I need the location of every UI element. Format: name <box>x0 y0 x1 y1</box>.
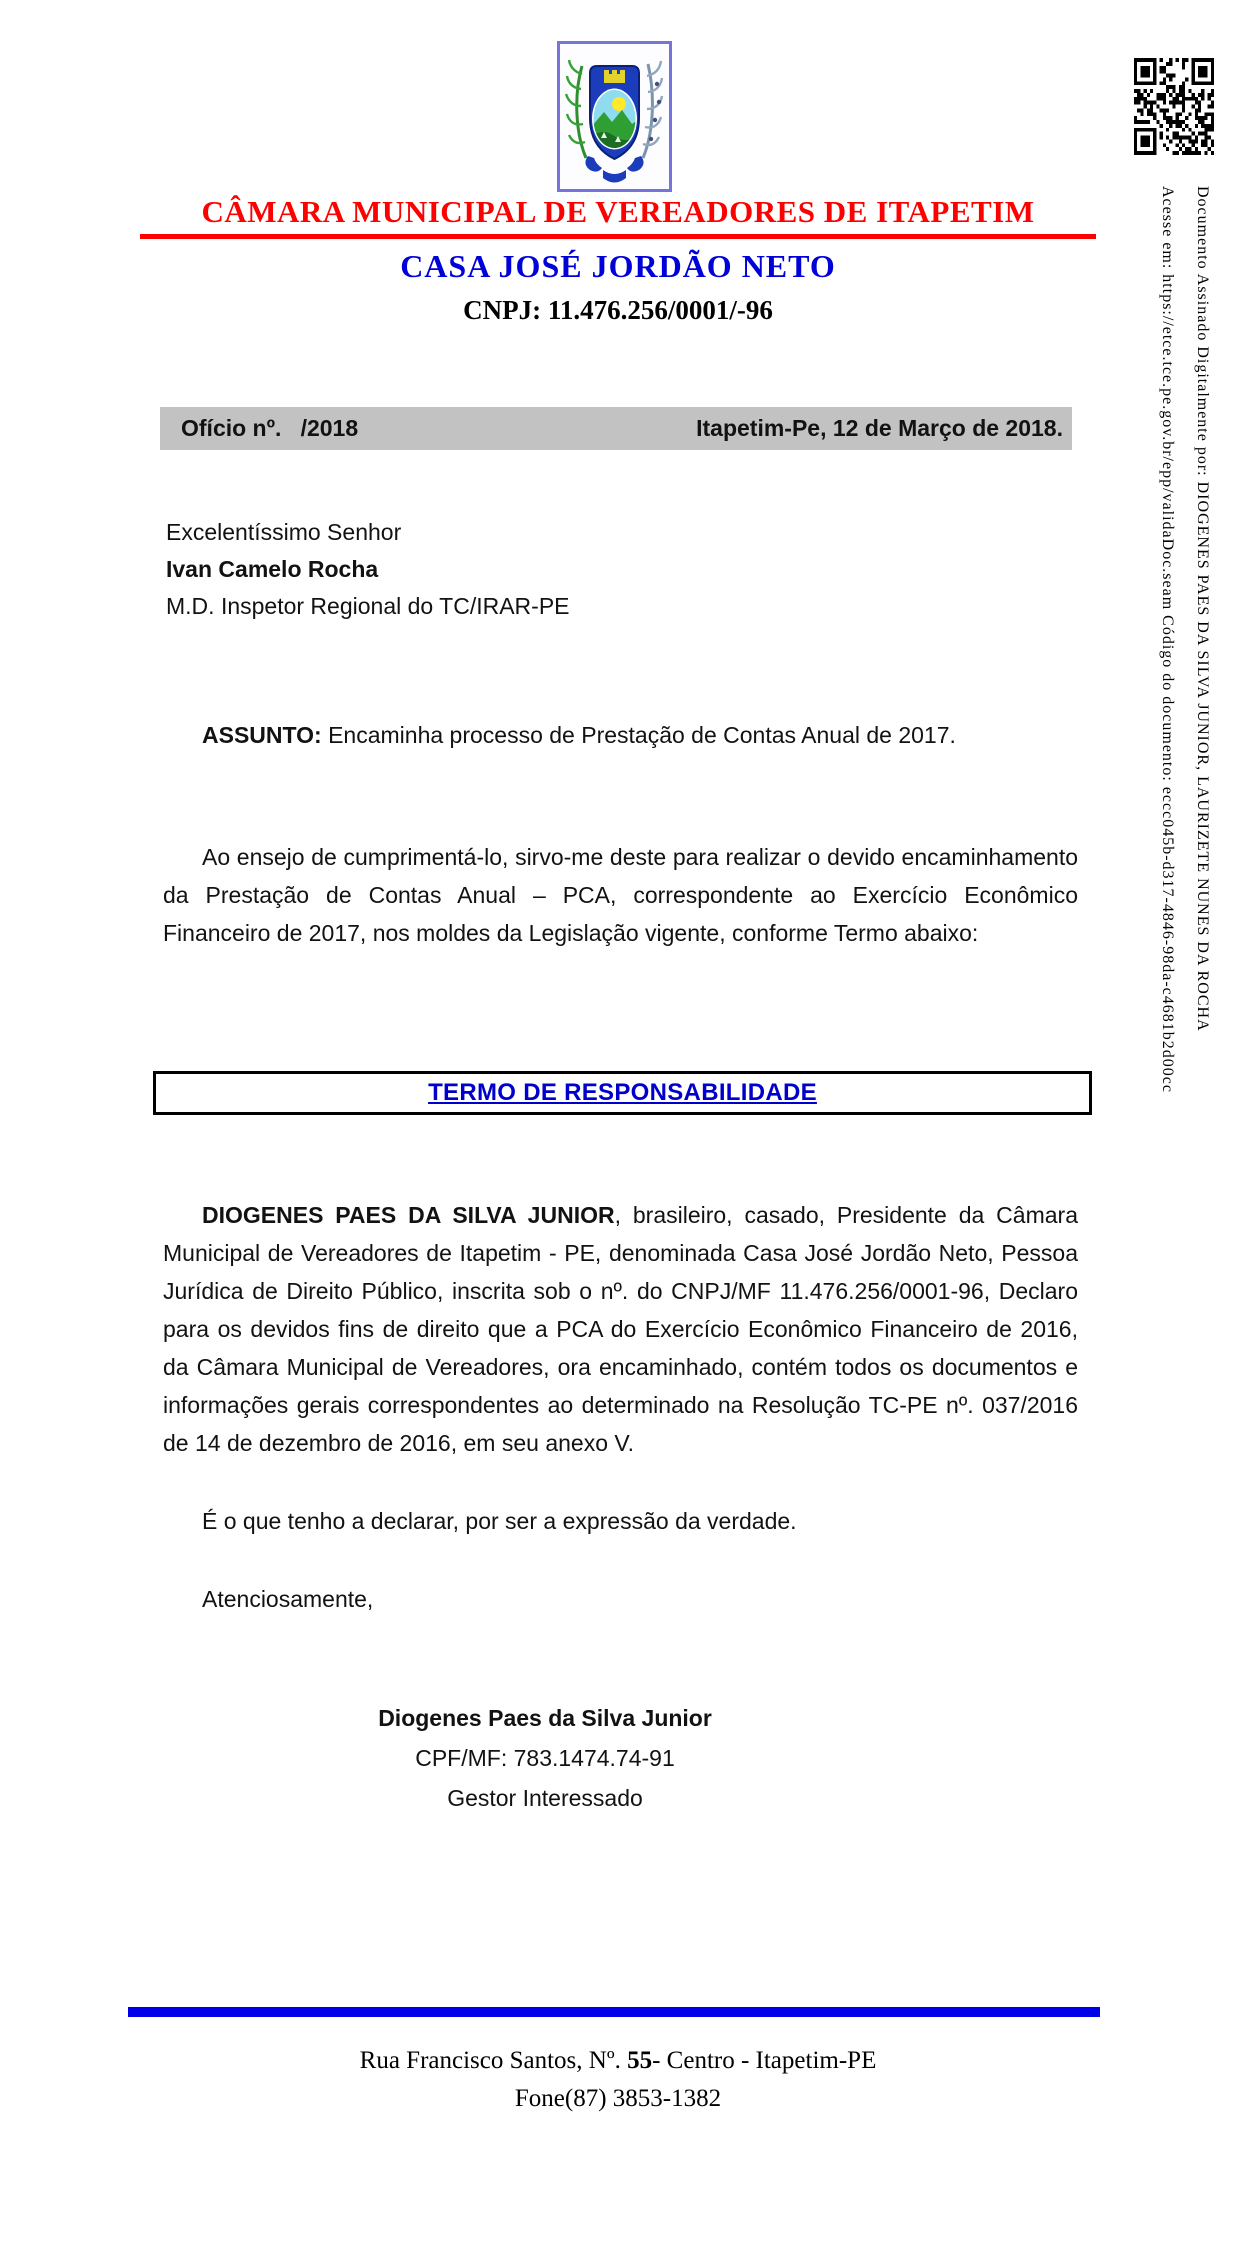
qr-code-icon <box>1134 58 1214 155</box>
footer-phone: Fone(87) 3853-1382 <box>514 2085 722 2112</box>
footer-address <box>140 2042 1096 2080</box>
recipient-salutation: Excelentíssimo Senhor <box>166 519 402 545</box>
opening-paragraph: Ao ensejo de cumprimentá-lo, sirvo-me deste para realizar o devido encaminhamento da Prestação de Contas Anual – PCA, correspondente ao Exercício Econômico Financeiro de 2017, nos moldes da Legislação vigente, conforme Termo abaixo: <box>163 844 1078 946</box>
coat-of-arms-icon <box>557 41 672 192</box>
footer-block <box>140 2042 1096 2118</box>
recipient-title: M.D. Inspetor Regional do TC/IRAR-PE <box>166 593 570 619</box>
coat-of-arms-graphic <box>560 44 669 189</box>
house-name-subtitle: CASA JOSÉ JORDÃO NETO <box>400 248 836 284</box>
footer-address-number: 55 <box>627 2047 653 2074</box>
org-name-title: CÂMARA MUNICIPAL DE VEREADORES DE ITAPETIM <box>140 194 1096 239</box>
term-title: TERMO DE RESPONSABILIDADE <box>428 1079 817 1106</box>
footer-divider <box>128 2007 1100 2017</box>
subject-label: ASSUNTO: <box>202 722 322 748</box>
subject-text: Encaminha processo de Prestação de Contas Anual de 2017. <box>321 722 956 748</box>
signer-cpf: CPF/MF: 783.1474.74-91 <box>415 1745 675 1771</box>
digital-signature-strip <box>1150 186 1220 2226</box>
signer-name: Diogenes Paes da Silva Junior <box>378 1705 712 1731</box>
document-number: Ofício nº. /2018 <box>181 415 359 441</box>
footer-address-prefix: Rua Francisco Santos, Nº. <box>359 2047 628 2074</box>
signed-by-text: Documento Assinado Digitalmente por: DIOGENES PAES DA SILVA JUNIOR, LAURIZETE NUNES DA ROCHA <box>1194 186 1211 1032</box>
reference-bar <box>160 407 1072 450</box>
recipient-name: Ivan Camelo Rocha <box>166 556 379 582</box>
declaration-text: , brasileiro, casado, Presidente da Câmara Municipal de Vereadores de Itapetim - PE, denominada Casa José Jordão Neto, Pessoa Jurídica de Direito Público, inscrita sob o nº. do CNPJ/MF 11.476.256/0001-96, Declaro para os devidos fins de direito que a PCA do Exercício Econômico Financeiro de 2016, da Câmara Municipal de Vereadores, ora encaminhado, contém todos os documentos e informações gerais correspondentes ao determinado na Resolução TC-PE nº. 037/2016 de 14 de dezembro de 2016, em seu anexo V. <box>163 1202 1078 1456</box>
term-of-responsibility-box <box>153 1071 1092 1115</box>
subject-line <box>163 722 1078 749</box>
validation-link-text: Acesse em: https://etce.tce.pe.gov.br/epp/validaDoc.seam Código do documento: eccc045b-d317-4846-98da-c4681b2d00cc <box>1159 186 1176 1093</box>
declarant-name: DIOGENES PAES DA SILVA JUNIOR <box>202 1202 615 1228</box>
footer-address-suffix: - Centro - Itapetim-PE <box>652 2047 877 2074</box>
signer-role: Gestor Interessado <box>447 1785 643 1811</box>
cnpj-line: CNPJ: 11.476.256/0001/-96 <box>463 295 773 325</box>
recipient-block <box>166 514 570 625</box>
signature-block <box>165 1698 925 1818</box>
statement-line: É o que tenho a declarar, por ser a expressão da verdade. <box>202 1508 797 1534</box>
declaration-paragraph <box>163 1196 1078 1462</box>
closing-line: Atenciosamente, <box>202 1586 374 1612</box>
place-date: Itapetim-Pe, 12 de Março de 2018. <box>696 415 1063 441</box>
